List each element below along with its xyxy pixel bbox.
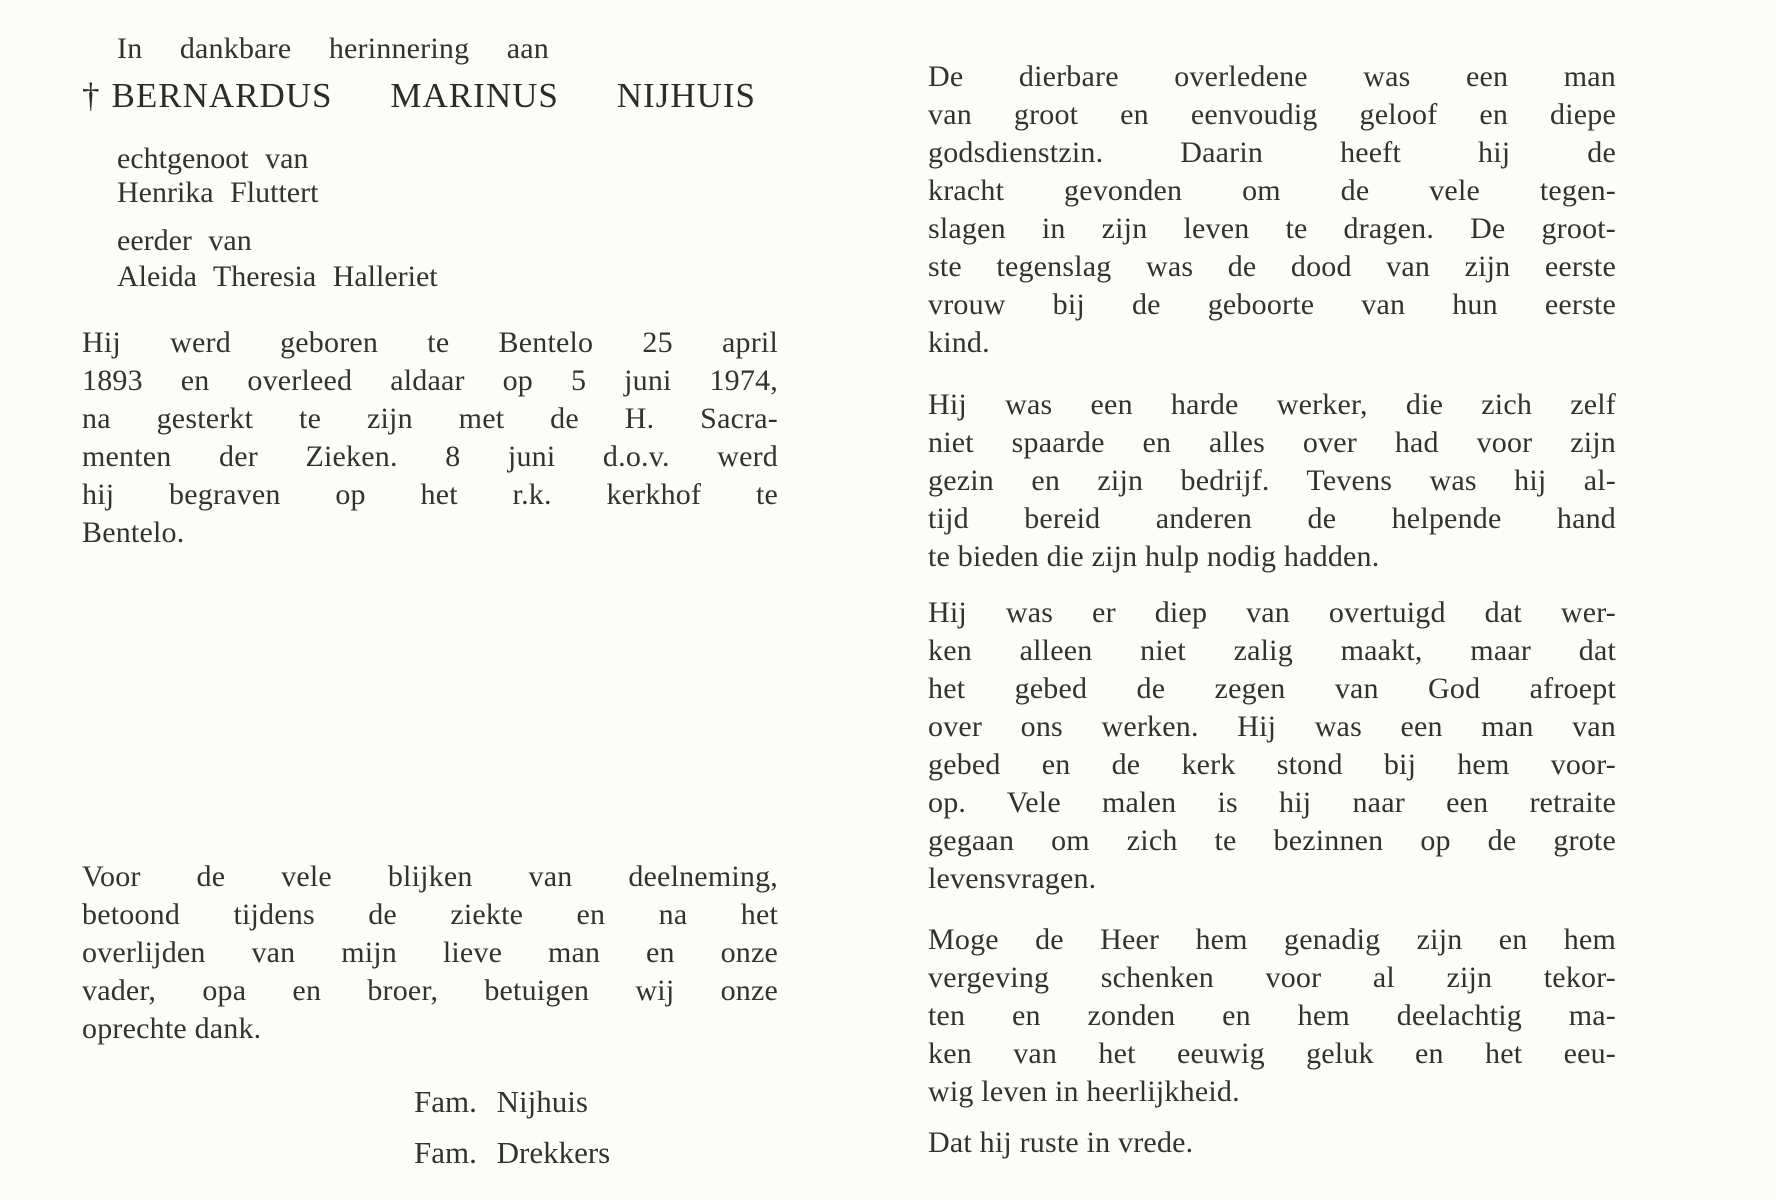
text-line: op. Vele malen is hij naar een retraite (928, 786, 1616, 819)
text-line: slagen in zijn leven te dragen. De groot- (928, 212, 1616, 245)
right-paragraph-3 (928, 594, 1616, 898)
text-line: gezin en zijn bedrijf. Tevens was hij al- (928, 464, 1616, 497)
spouse-label: echtgenoot van (117, 142, 309, 175)
text-line: ken van het eeuwig geluk en het eeu- (928, 1037, 1616, 1070)
text-line: vergeving schenken voor al zijn tekor- (928, 961, 1616, 994)
thanks-paragraph (82, 858, 778, 1048)
text-line: De dierbare overledene was een man (928, 60, 1616, 93)
text-line: over ons werken. Hij was een man van (928, 710, 1616, 743)
text-line: gegaan om zich te bezinnen op de grote (928, 824, 1616, 857)
spouse-name: Henrika Fluttert (117, 176, 319, 209)
text-line: Fam. Nijhuis (414, 1084, 588, 1119)
text-line: na gesterkt te zijn met de H. Sacra- (82, 402, 778, 435)
text-line: van groot en eenvoudig geloof en diepe (928, 98, 1616, 131)
text-line: 1893 en overleed aldaar op 5 juni 1974, (82, 364, 778, 397)
family-signatures (414, 1076, 610, 1178)
text-line: tijd bereid anderen de helpende hand (928, 502, 1616, 535)
text-line: vader, opa en broer, betuigen wij onze (82, 974, 778, 1007)
text-line: vrouw bij de geboorte van hun eerste (928, 288, 1616, 321)
text-line: Hij was er diep van overtuigd dat wer- (928, 596, 1616, 629)
text-line: levensvragen. (928, 862, 1097, 895)
text-line: Bentelo. (82, 516, 185, 549)
biography-paragraph (82, 324, 778, 552)
text-line: het gebed de zegen van God afroept (928, 672, 1616, 705)
text-line: ken alleen niet zalig maakt, maar dat (928, 634, 1616, 667)
text-line: overlijden van mijn lieve man en onze (82, 936, 778, 969)
text-line: niet spaarde en alles over had voor zijn (928, 426, 1616, 459)
right-paragraph-4 (928, 921, 1616, 1111)
right-paragraph-1 (928, 58, 1616, 362)
text-line: wig leven in heerlijkheid. (928, 1075, 1240, 1108)
cross-icon: † (82, 76, 100, 115)
earlier-name: Aleida Theresia Halleriet (117, 260, 438, 293)
text-line: gebed en de kerk stond bij hem voor- (928, 748, 1616, 781)
intro-line: In dankbare herinnering aan (117, 32, 549, 65)
text-line: Hij was een harde werker, die zich zelf (928, 388, 1616, 421)
text-line: te bieden die zijn hulp nodig hadden. (928, 540, 1380, 573)
text-line: kind. (928, 326, 990, 359)
text-line: ste tegenslag was de dood van zijn eerste (928, 250, 1616, 283)
closing-line (928, 1124, 1616, 1162)
text-line: oprechte dank. (82, 1012, 262, 1045)
text-line: menten der Zieken. 8 juni d.o.v. werd (82, 440, 778, 473)
text-line: betoond tijdens de ziekte en na het (82, 898, 778, 931)
text-line: kracht gevonden om de vele tegen- (928, 174, 1616, 207)
text-line: hij begraven op het r.k. kerkhof te (82, 478, 778, 511)
text-line: ten en zonden en hem deelachtig ma- (928, 999, 1616, 1032)
deceased-name: BERNARDUS MARINUS NIJHUIS (111, 76, 756, 115)
text-line: Voor de vele blijken van deelneming, (82, 860, 778, 893)
text-line: Dat hij ruste in vrede. (928, 1126, 1194, 1159)
earlier-label: eerder van (117, 224, 252, 257)
text-line: Moge de Heer hem genadig zijn en hem (928, 923, 1616, 956)
deceased-name-row (82, 74, 756, 118)
text-line: Fam. Drekkers (414, 1135, 611, 1170)
text-line: godsdienstzin. Daarin heeft hij de (928, 136, 1616, 169)
text-line: Hij werd geboren te Bentelo 25 april (82, 326, 778, 359)
right-paragraph-2 (928, 386, 1616, 576)
